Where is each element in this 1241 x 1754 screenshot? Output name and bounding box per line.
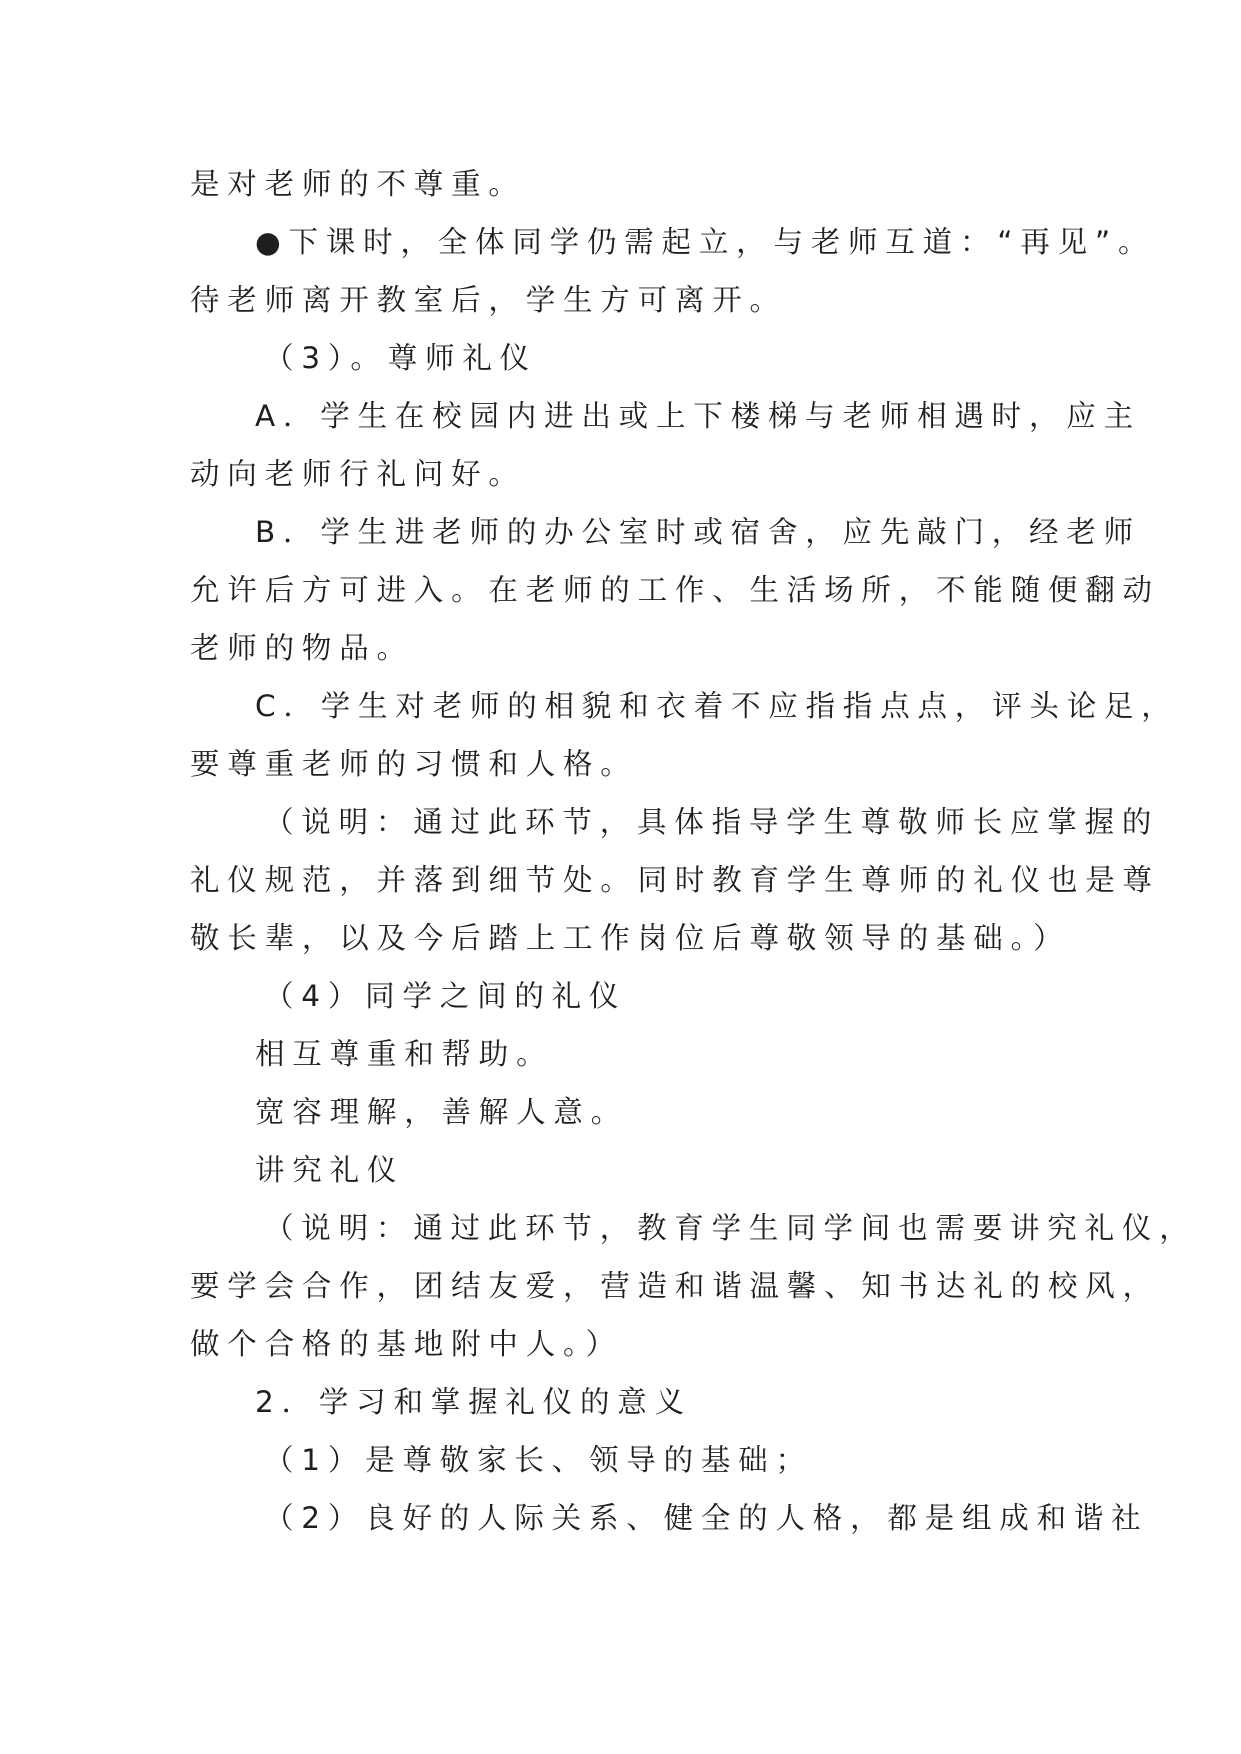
text-line: 要尊重老师的习惯和人格。 [190,747,638,781]
text-line: 做个合格的基地附中人。） [190,1327,623,1361]
text-line: A．学生在校园内进出或上下楼梯与老师相遇时，应主 [255,399,1141,433]
section-heading: 2．学习和掌握礼仪的意义 [255,1385,692,1419]
text-line: 要学会合作，团结友爱，营造和谐温馨、知书达礼的校风， [190,1269,1160,1303]
text-line: （说明：通过此环节，教育学生同学间也需要讲究礼仪， [264,1211,1197,1245]
text-line: （说明：通过此环节，具体指导学生尊敬师长应掌握的 [264,805,1160,839]
text-line: 是对老师的不尊重。 [190,167,526,201]
text-line: C．学生对老师的相貌和衣着不应指指点点，评头论足， [255,689,1179,723]
text-line: B．学生进老师的办公室时或宿舍，应先敲门，经老师 [255,515,1141,549]
text-line: 敬长辈，以及今后踏上工作岗位后尊敬领导的基础。） [190,921,1071,955]
text-line: 动向老师行礼问好。 [190,457,526,491]
section-heading: （3）。尊师礼仪 [264,341,537,375]
section-heading: （4）同学之间的礼仪 [264,979,627,1013]
text-line: 礼仪规范，并落到细节处。同时教育学生尊师的礼仪也是尊 [190,863,1160,897]
text-line: 相互尊重和帮助。 [255,1037,554,1071]
text-line: 讲究礼仪 [255,1153,405,1187]
text-line: 允许后方可进入。在老师的工作、生活场所，不能随便翻动 [190,573,1160,607]
text-line: 待老师离开教室后，学生方可离开。 [190,283,787,317]
text-line: 老师的物品。 [190,631,414,665]
text-line: （2）良好的人际关系、健全的人格，都是组成和谐社 [264,1501,1149,1535]
text-line: （1）是尊敬家长、领导的基础； [264,1443,813,1477]
text-line: ●下课时，全体同学仍需起立，与老师互道：“再见”。 [255,225,1156,259]
text-line: 宽容理解，善解人意。 [255,1095,629,1129]
